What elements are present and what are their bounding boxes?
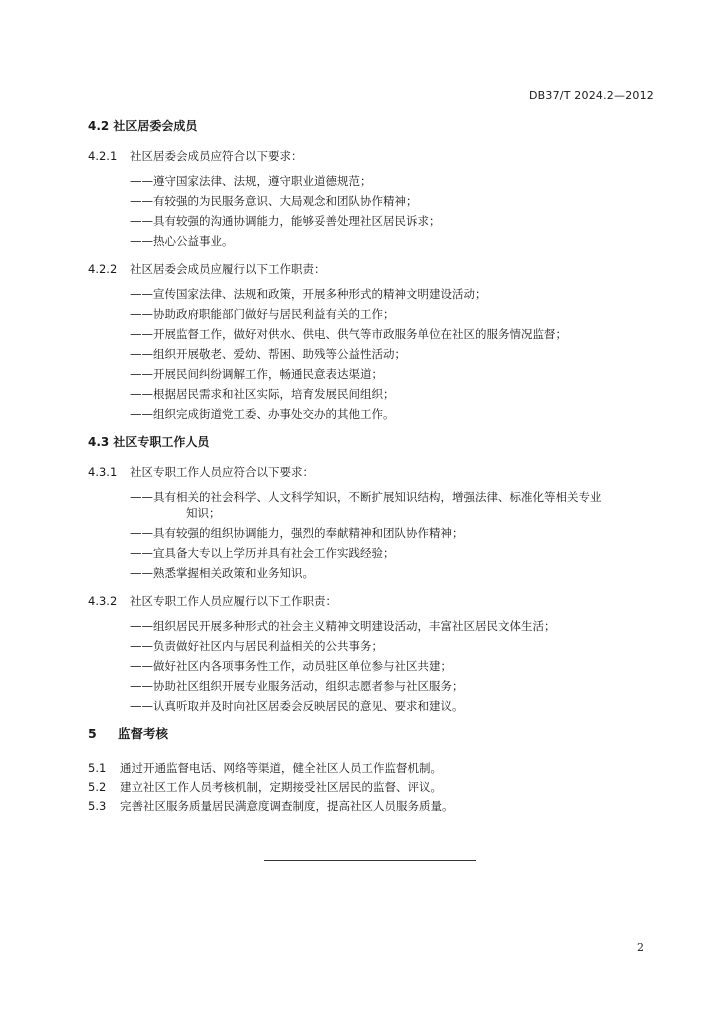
clause-4-2-1 xyxy=(88,148,658,164)
clause-4-2-2 xyxy=(88,261,658,277)
clause-number: 5.1 xyxy=(88,761,107,775)
list-item: ——遵守国家法律、法规，遵守职业道德规范； xyxy=(130,174,372,188)
clause-number: 4.3.2 xyxy=(88,594,118,608)
list-4-3-1 xyxy=(88,489,658,581)
standard-code: DB37/T 2024.2—2012 xyxy=(528,89,654,102)
list-item: ——协助社区组织开展专业服务活动，组织志愿者参与社区服务； xyxy=(130,679,464,693)
clause-4-3-1 xyxy=(88,464,658,480)
list-item: ——组织开展敬老、爱幼、帮困、助残等公益性活动； xyxy=(130,347,406,361)
list-item: ——组织居民开展多种形式的社会主义精神文明建设活动，丰富社区居民文体生活； xyxy=(130,619,556,633)
list-item: ——具有较强的沟通协调能力，能够妥善处理社区居民诉求； xyxy=(130,214,441,228)
list-item: ——组织完成街道党工委、办事处交办的其他工作。 xyxy=(130,407,395,421)
clause-5-1 xyxy=(88,760,658,776)
clause-number: 4.2.1 xyxy=(88,149,118,163)
list-item-continuation: 知识； xyxy=(186,506,221,520)
list-4-2-1 xyxy=(88,173,658,249)
clause-5-3 xyxy=(88,798,658,814)
list-item xyxy=(130,489,658,521)
list-item: ——熟悉掌握相关政策和业务知识。 xyxy=(130,566,314,580)
heading-5 xyxy=(88,726,658,742)
clause-text: 完善社区服务质量居民满意度调查制度，提高社区人员服务质量。 xyxy=(120,799,454,813)
clause-number: 5.3 xyxy=(88,799,107,813)
list-item: ——开展监督工作，做好对供水、供电、供气等市政服务单位在社区的服务情况监督； xyxy=(130,327,567,341)
list-item: ——认真听取并及时向社区居委会反映居民的意见、要求和建议。 xyxy=(130,699,464,713)
list-item: ——宜具备大专以上学历并具有社会工作实践经验； xyxy=(130,546,395,560)
heading-4-3: 4.3 社区专职工作人员 xyxy=(88,435,210,449)
list-item: ——宣传国家法律、法规和政策，开展多种形式的精神文明建设活动； xyxy=(130,287,487,301)
list-item: ——协助政府职能部门做好与居民利益有关的工作； xyxy=(130,307,395,321)
clause-text: 社区专职工作人员应履行以下工作职责： xyxy=(130,594,337,608)
document-body xyxy=(88,118,658,817)
clause-text: 建立社区工作人员考核机制，定期接受社区居民的监督、评议。 xyxy=(120,780,442,794)
list-item: ——做好社区内各项事务性工作，动员驻区单位参与社区共建； xyxy=(130,659,452,673)
list-item: ——开展民间纠纷调解工作，畅通民意表达渠道； xyxy=(130,367,383,381)
clause-number: 5.2 xyxy=(88,780,107,794)
end-of-document-line xyxy=(264,860,476,861)
clause-number: 4.2.2 xyxy=(88,262,118,276)
list-4-2-2 xyxy=(88,286,658,422)
clause-text: 社区居委会成员应符合以下要求： xyxy=(130,149,303,163)
clause-text: 通过开通监督电话、网络等渠道，健全社区人员工作监督机制。 xyxy=(120,761,442,775)
list-item: ——热心公益事业。 xyxy=(130,234,234,248)
heading-4-2: 4.2 社区居委会成员 xyxy=(88,119,198,133)
list-item: ——负责做好社区内与居民利益相关的公共事务； xyxy=(130,639,383,653)
page-number: 2 xyxy=(637,941,644,954)
list-item: ——具有较强的组织协调能力，强烈的奉献精神和团队协作精神； xyxy=(130,526,464,540)
clause-4-3-2 xyxy=(88,593,658,609)
clause-text: 社区居委会成员应履行以下工作职责： xyxy=(130,262,326,276)
clause-text: 社区专职工作人员应符合以下要求： xyxy=(130,465,314,479)
clause-5-2 xyxy=(88,779,658,795)
list-4-3-2 xyxy=(88,618,658,714)
list-item: ——根据居民需求和社区实际，培育发展民间组织； xyxy=(130,387,395,401)
section-number: 5 xyxy=(88,726,97,741)
clause-number: 4.3.1 xyxy=(88,465,118,479)
list-item: ——有较强的为民服务意识、大局观念和团队协作精神； xyxy=(130,194,418,208)
list-item-text: ——具有相关的社会科学、人文科学知识，不断扩展知识结构，增强法律、标准化等相关专业 xyxy=(130,490,602,504)
section-title: 监督考核 xyxy=(118,726,169,741)
